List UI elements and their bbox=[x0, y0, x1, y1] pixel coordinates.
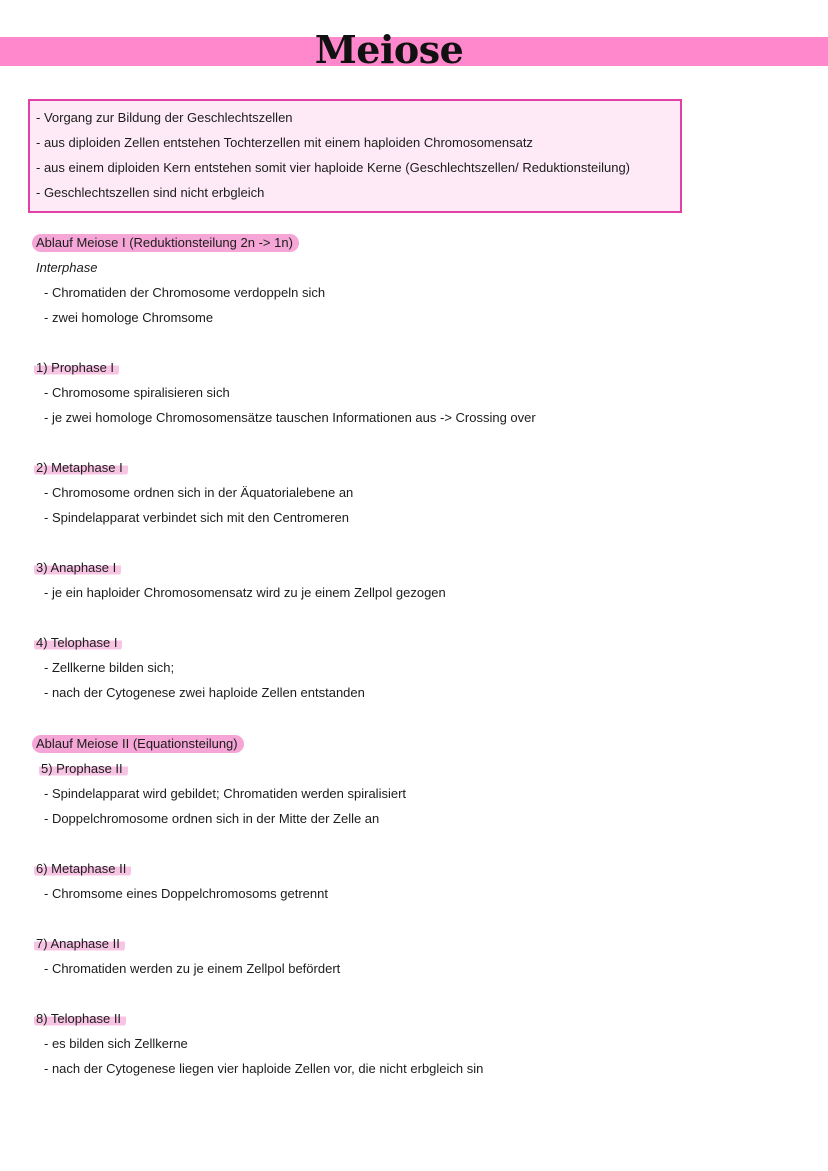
list-item: - je ein haploider Chromosomensatz wird zu je einem Zellpol gezogen bbox=[44, 585, 446, 600]
phase-heading-anaphase-2: 7) Anaphase II bbox=[34, 935, 125, 953]
list-item: - nach der Cytogenese zwei haploide Zellen entstanden bbox=[44, 685, 365, 700]
page-title: Meiose bbox=[314, 27, 464, 72]
phase-heading-telophase-1: 4) Telophase I bbox=[34, 634, 122, 652]
list-item: - Chromatiden werden zu je einem Zellpol befördert bbox=[44, 961, 341, 976]
list-item: - Spindelapparat verbindet sich mit den Centromeren bbox=[44, 510, 349, 525]
list-item: - es bilden sich Zellkerne bbox=[44, 1036, 188, 1051]
phase-heading-metaphase-1: 2) Metaphase I bbox=[34, 459, 128, 477]
list-item: - je zwei homologe Chromosomensätze tauschen Informationen aus -> Crossing over bbox=[44, 410, 536, 425]
section-heading-meiose-2: Ablauf Meiose II (Equationsteilung) bbox=[32, 735, 244, 753]
list-item: - Chromsome eines Doppelchromosoms getrennt bbox=[44, 886, 328, 901]
phase-heading-prophase-2: 5) Prophase II bbox=[39, 760, 128, 778]
list-item: - Zellkerne bilden sich; bbox=[44, 660, 175, 675]
list-item: - Doppelchromosome ordnen sich in der Mitte der Zelle an bbox=[44, 811, 380, 826]
list-item: - Chromatiden der Chromosome verdoppeln sich bbox=[44, 285, 326, 300]
intro-line: - Vorgang zur Bildung der Geschlechtszellen bbox=[36, 110, 293, 125]
list-item: - Chromosome spiralisieren sich bbox=[44, 385, 230, 400]
phase-heading-telophase-2: 8) Telophase II bbox=[34, 1010, 126, 1028]
intro-line: - Geschlechtszellen sind nicht erbgleich bbox=[36, 185, 265, 200]
list-item: - Chromosome ordnen sich in der Äquatorialebene an bbox=[44, 485, 354, 500]
phase-heading-metaphase-2: 6) Metaphase II bbox=[34, 860, 131, 878]
intro-line: - aus diploiden Zellen entstehen Tochterzellen mit einem haploiden Chromosomensatz bbox=[36, 135, 533, 150]
list-item: - zwei homologe Chromsome bbox=[44, 310, 214, 325]
phase-heading-anaphase-1: 3) Anaphase I bbox=[34, 559, 121, 577]
phase-heading-prophase-1: 1) Prophase I bbox=[34, 359, 119, 377]
intro-line: - aus einem diploiden Kern entstehen somit vier haploide Kerne (Geschlechtszellen/ Reduktionsteilung) bbox=[36, 160, 631, 175]
phase-heading-interphase: Interphase bbox=[36, 260, 98, 275]
list-item: - nach der Cytogenese liegen vier haploide Zellen vor, die nicht erbgleich sin bbox=[44, 1061, 484, 1076]
list-item: - Spindelapparat wird gebildet; Chromatiden werden spiralisiert bbox=[44, 786, 407, 801]
section-heading-meiose-1: Ablauf Meiose I (Reduktionsteilung 2n -> 1n) bbox=[32, 234, 299, 252]
